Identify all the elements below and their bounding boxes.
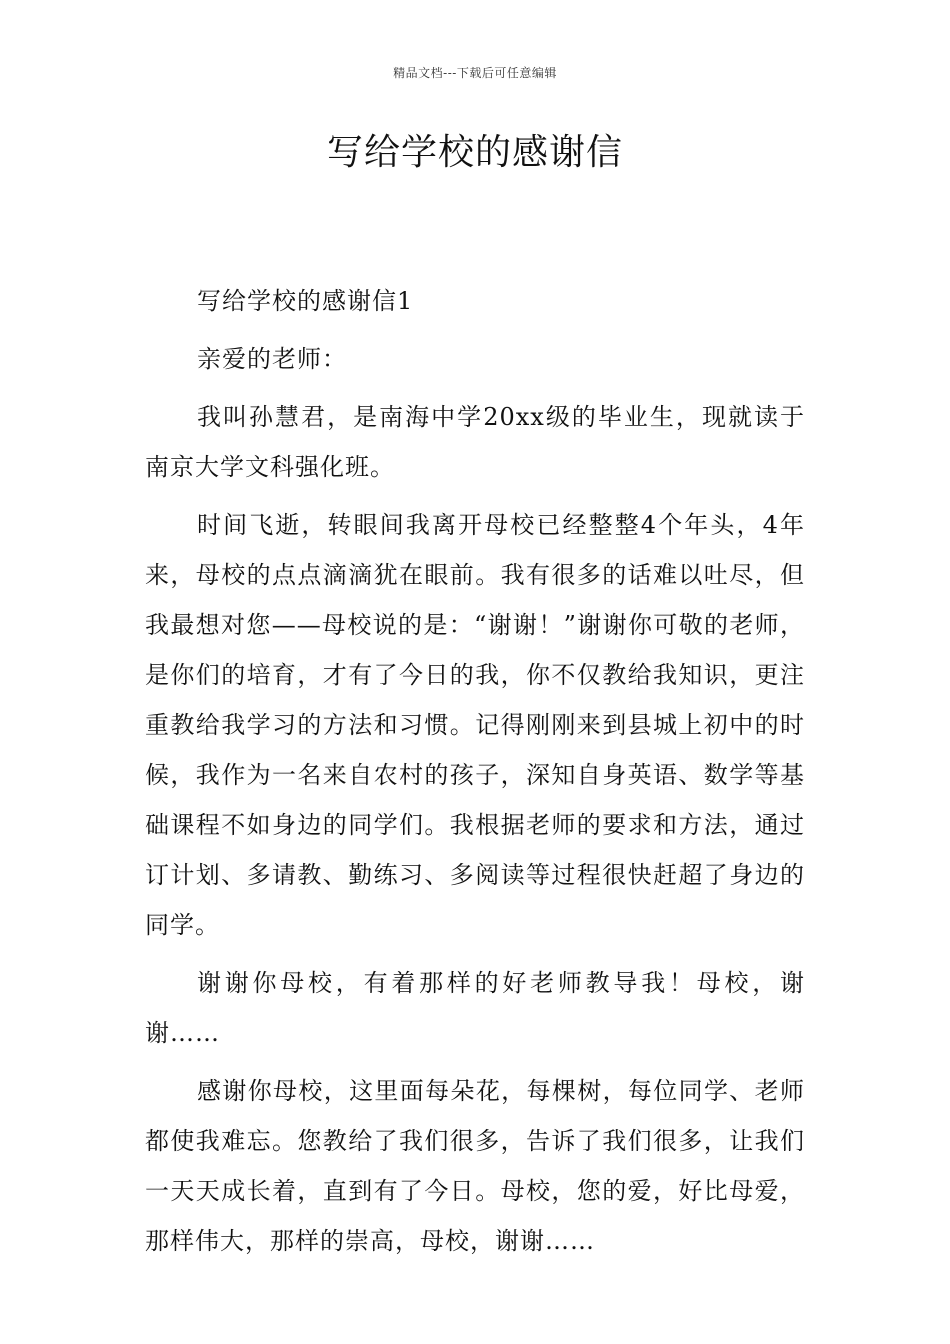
paragraph-intro: 我叫孙慧君，是南海中学20xx级的毕业生，现就读于南京大学文科强化班。 [145, 403, 805, 481]
paragraph-thanks-teachers: 谢谢你母校，有着那样的好老师教导我！母校，谢谢…… [145, 969, 805, 1047]
paragraph-thanks-school: 感谢你母校，这里面每朵花，每棵树，每位同学、老师都使我难忘。您教给了我们很多，告诉了我们很多，让我们一天天成长着，直到有了今日。母校，您的爱，好比母爱，那样伟大，那样的崇高，母校，谢谢…… [145, 1077, 805, 1255]
document-body [145, 276, 805, 1266]
section-heading: 写给学校的感谢信1 [197, 287, 414, 315]
salutation: 亲爱的老师： [197, 345, 347, 373]
document-title: 写给学校的感谢信 [326, 132, 623, 173]
header-note: 精品文档---下载后可任意编辑 [393, 66, 557, 80]
paragraph-memories: 时间飞逝，转眼间我离开母校已经整整4个年头，4年来，母校的点点滴滴犹在眼前。我有很多的话难以吐尽，但我最想对您——母校说的是：“谢谢！”谢谢你可敬的老师，是你们的培育，才有了今日的我，你不仅教给我知识，更注重教给我学习的方法和习惯。记得刚刚来到县城上初中的时候，我作为一名来自农村的孩子，深知自身英语、数学等基础课程不如身边的同学们。我根据老师的要求和方法，通过订计划、多请教、勤练习、多阅读等过程很快赶超了身边的同学。 [145, 511, 805, 939]
